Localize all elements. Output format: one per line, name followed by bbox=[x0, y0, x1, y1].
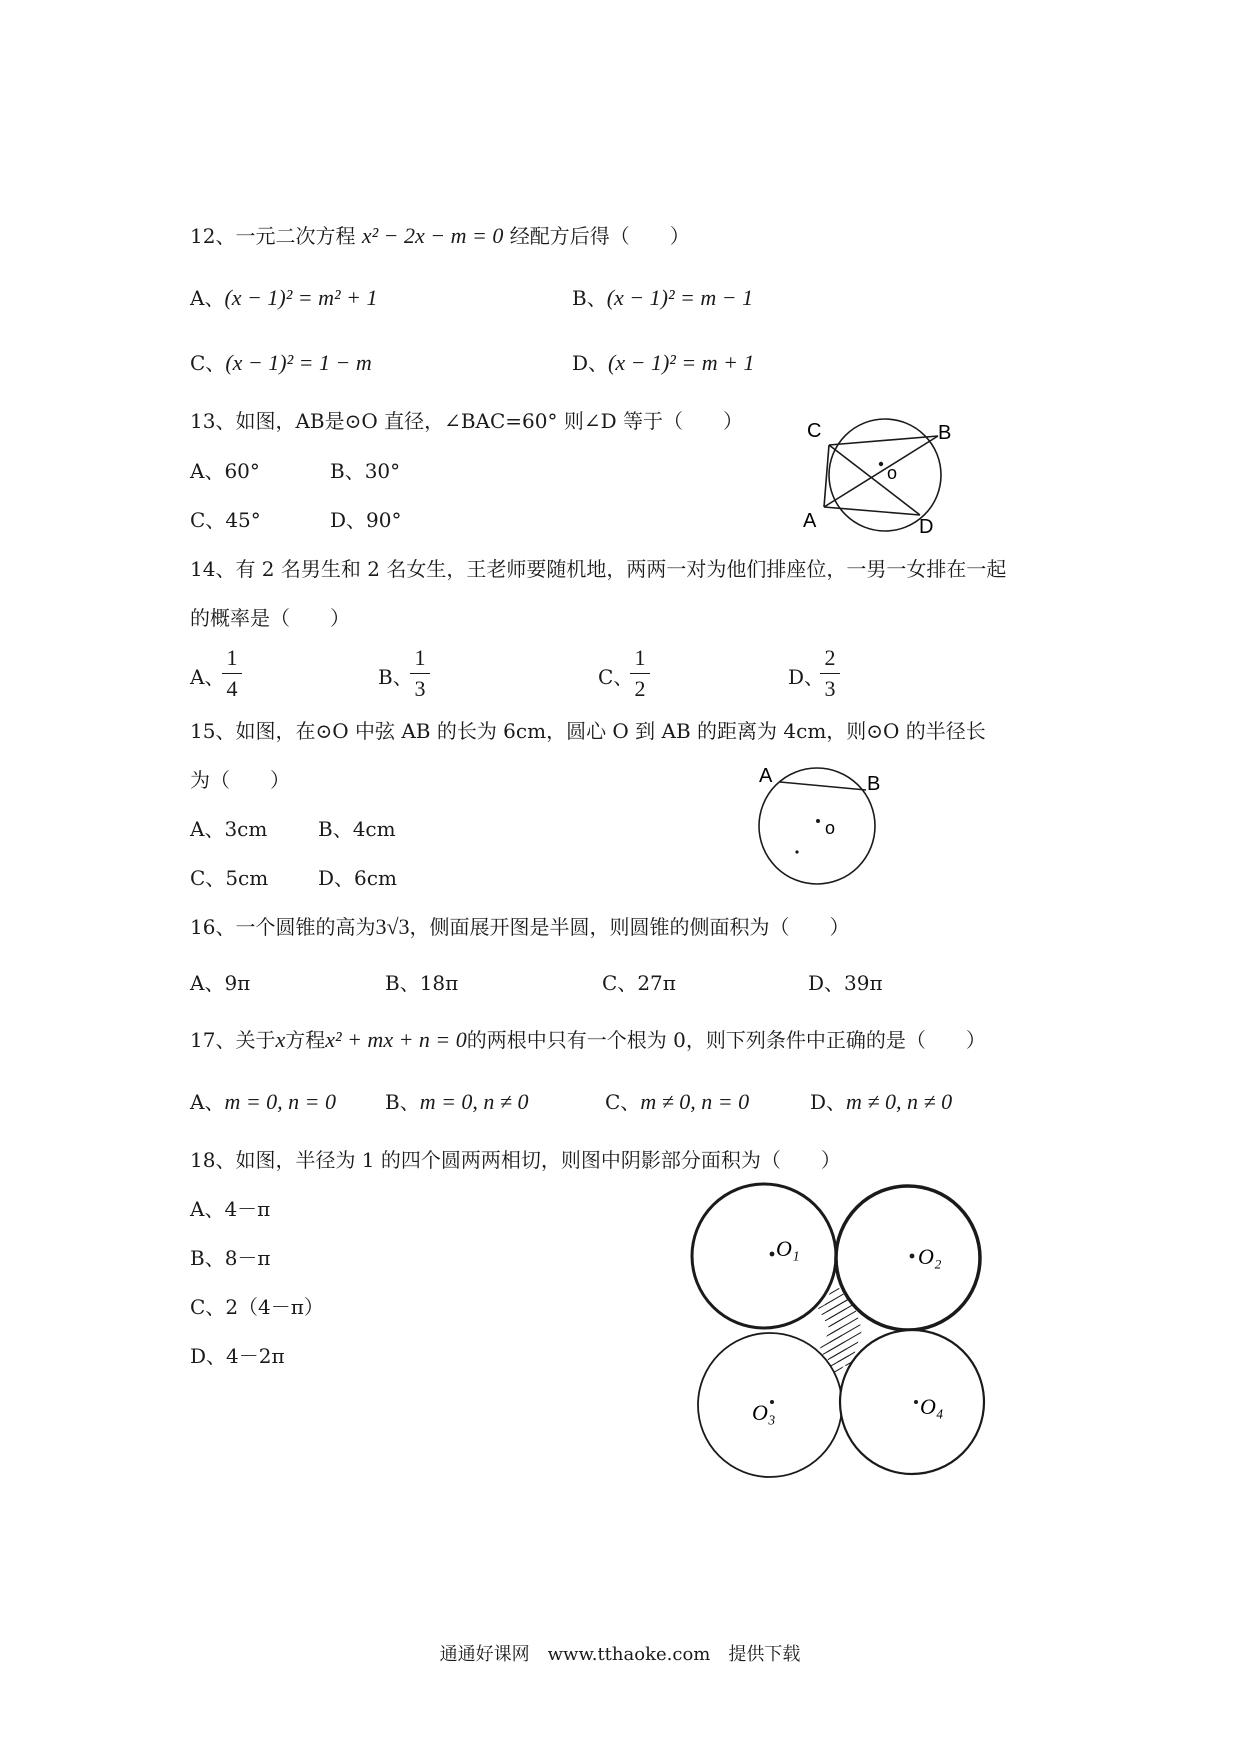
q13-circle bbox=[829, 419, 941, 531]
q18-label-o1: O₁ bbox=[776, 1236, 800, 1261]
q13-label-b: B bbox=[938, 422, 952, 444]
q15-option-c: C、5cm bbox=[190, 866, 269, 890]
q18-label-o2: O₂ bbox=[918, 1244, 942, 1269]
q16-option-d: D、39π bbox=[808, 971, 883, 995]
q16-stem: 16、一个圆锥的高为3√3，侧面展开图是半圆，则圆锥的侧面积为（ ） bbox=[190, 914, 850, 939]
q13-option-d: D、90° bbox=[330, 508, 402, 532]
q13-stem: 13、如图，AB是⊙O 直径，∠BAC=60° 则∠D 等于（ ） bbox=[190, 409, 744, 433]
q18-four-circles-figure bbox=[690, 1180, 990, 1480]
q17-option-a: A、m = 0, n = 0 bbox=[190, 1089, 337, 1114]
q15-label-b: B bbox=[867, 773, 881, 795]
page-footer: 通通好课网 www.tthaoke.com 提供下载 bbox=[439, 1644, 801, 1665]
q18-circle-o1 bbox=[692, 1184, 836, 1328]
q13-diameter-ab bbox=[824, 436, 938, 507]
q12-option-c: C、(x − 1)² = 1 − m bbox=[190, 350, 372, 375]
q13-label-o: o bbox=[887, 463, 898, 483]
q14-option-b-fraction: 1 3 bbox=[410, 645, 430, 702]
q13-label-d: D bbox=[919, 516, 934, 538]
q16-option-a: A、9π bbox=[190, 971, 251, 995]
q14-stem-line2: 的概率是（ ） bbox=[190, 606, 350, 630]
q13-label-a: A bbox=[803, 510, 817, 532]
q15-center-dot bbox=[816, 819, 820, 823]
q14-stem-line1: 14、有 2 名男生和 2 名女生，王老师要随机地，两两一对为他们排座位，一男一女排在一起 bbox=[190, 557, 1007, 581]
q18-stem: 18、如图，半径为 1 的四个圆两两相切，则图中阴影部分面积为（ ） bbox=[190, 1148, 841, 1172]
q18-circle-o2 bbox=[836, 1186, 980, 1330]
q15-label-a: A bbox=[759, 765, 773, 787]
q15-stray-dot bbox=[795, 850, 798, 853]
q13-chord-cb bbox=[829, 436, 938, 445]
q14-option-c-fraction: 1 2 bbox=[630, 645, 650, 702]
q17-stem: 17、关于x方程x² + mx + n = 0的两根中只有一个根为 0，则下列条件中正确的是（ ） bbox=[190, 1027, 986, 1052]
q18-center-o2-dot bbox=[910, 1254, 915, 1259]
q18-label-o4: O₄ bbox=[920, 1394, 944, 1419]
q13-chord-ad bbox=[824, 507, 920, 515]
q16-option-b: B、18π bbox=[385, 971, 459, 995]
q18-label-o3: O₃ bbox=[752, 1400, 776, 1425]
q18-circle-o4 bbox=[840, 1330, 984, 1474]
q13-circle-figure bbox=[803, 415, 965, 538]
q13-option-a: A、60° bbox=[190, 459, 260, 483]
q18-option-c: C、2（4－π） bbox=[190, 1295, 324, 1319]
q15-option-b: B、4cm bbox=[318, 817, 396, 841]
q18-option-a: A、4－π bbox=[190, 1197, 271, 1221]
q15-stem-line2: 为（ ） bbox=[190, 768, 290, 792]
q12-option-a: A、(x − 1)² = m² + 1 bbox=[190, 285, 378, 310]
q13-label-c: C bbox=[807, 420, 822, 442]
q15-option-d: D、6cm bbox=[318, 866, 397, 890]
q17-equation: x² + mx + n = 0 bbox=[325, 1027, 467, 1052]
q14-option-a-fraction: 1 4 bbox=[222, 645, 242, 702]
q12-option-b: B、(x − 1)² = m − 1 bbox=[572, 285, 754, 310]
q12-option-d: D、(x − 1)² = m + 1 bbox=[572, 350, 755, 375]
q18-center-o1-dot bbox=[770, 1252, 775, 1257]
q14-option-a-label: A、 bbox=[190, 665, 225, 689]
q13-option-c: C、45° bbox=[190, 508, 261, 532]
q16-option-c: C、27π bbox=[602, 971, 676, 995]
q15-label-o: o bbox=[825, 818, 836, 838]
q17-option-c: C、m ≠ 0, n = 0 bbox=[605, 1089, 750, 1114]
q12-equation: x² − 2x − m = 0 bbox=[361, 223, 504, 248]
q17-option-b: B、m = 0, n ≠ 0 bbox=[385, 1089, 529, 1114]
q18-center-o4-dot bbox=[914, 1400, 918, 1404]
q16-height: 3√3 bbox=[375, 914, 410, 939]
q13-center-dot bbox=[879, 462, 883, 466]
q15-stem-line1: 15、如图，在⊙O 中弦 AB 的长为 6cm，圆心 O 到 AB 的距离为 4cm，则⊙O 的半径长 bbox=[190, 719, 986, 743]
q15-chord-ab bbox=[780, 782, 866, 790]
q14-option-c-label: C、 bbox=[598, 665, 634, 689]
q13-option-b: B、30° bbox=[330, 459, 401, 483]
q15-circle-figure bbox=[755, 760, 905, 900]
q18-option-b: B、8－π bbox=[190, 1246, 271, 1270]
q18-option-d: D、4－2π bbox=[190, 1344, 285, 1368]
q14-option-b-label: B、 bbox=[378, 665, 413, 689]
q14-option-d-label: D、 bbox=[788, 665, 825, 689]
q17-option-d: D、m ≠ 0, n ≠ 0 bbox=[810, 1089, 953, 1114]
q15-option-a: A、3cm bbox=[190, 817, 268, 841]
q12-stem: 12、一元二次方程 x² − 2x − m = 0 经配方后得（ ） bbox=[190, 223, 690, 248]
q14-option-d-fraction: 2 3 bbox=[820, 645, 840, 702]
